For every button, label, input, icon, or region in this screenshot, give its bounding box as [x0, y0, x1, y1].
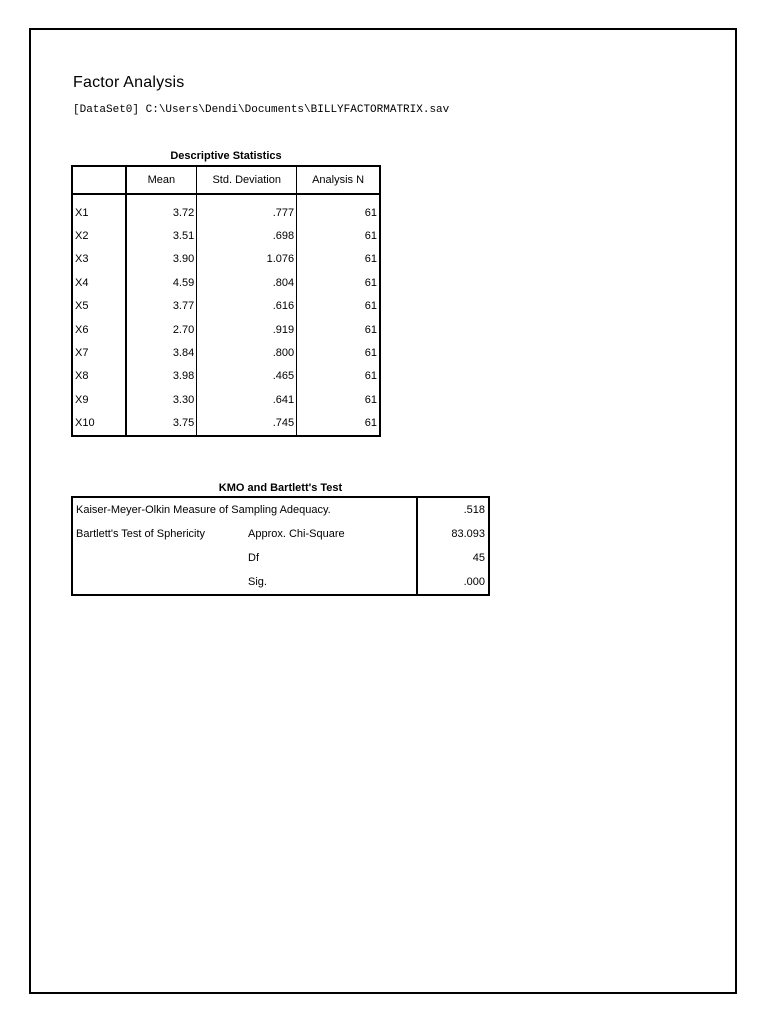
df-value: 45 [417, 546, 489, 570]
table-row [72, 248, 380, 271]
mean-cell: 3.75 [126, 412, 197, 436]
mean-cell: 3.30 [126, 388, 197, 411]
row-label: X5 [75, 300, 89, 313]
std-deviation-cell: 1.076 [197, 248, 297, 271]
header-mean: Mean [126, 166, 197, 194]
std-deviation-cell: .641 [197, 388, 297, 411]
row-label: X10 [75, 417, 95, 430]
table-row [72, 318, 380, 341]
row-label: X9 [75, 393, 89, 406]
mean-cell: 2.70 [126, 318, 197, 341]
analysis-n-cell: 61 [297, 248, 380, 271]
df-label: Df [248, 552, 259, 564]
std-deviation-cell: .804 [197, 271, 297, 294]
table-row [72, 194, 380, 224]
mean-cell: 3.90 [126, 248, 197, 271]
kmo-bartlett-table [71, 496, 490, 596]
std-deviation-cell: .919 [197, 318, 297, 341]
table-header-row [72, 166, 380, 194]
descriptive-statistics-caption: Descriptive Statistics [170, 150, 282, 162]
mean-cell: 3.72 [126, 194, 197, 224]
row-label: X2 [75, 230, 89, 243]
header-std-deviation: Std. Deviation [197, 166, 297, 194]
descriptive-statistics-table [71, 165, 381, 437]
table-row [72, 497, 489, 522]
table-row [72, 341, 380, 364]
table-row [72, 388, 380, 411]
analysis-n-cell: 61 [297, 295, 380, 318]
std-deviation-cell: .465 [197, 365, 297, 388]
mean-cell: 3.84 [126, 341, 197, 364]
analysis-n-cell: 61 [297, 224, 380, 247]
std-deviation-cell: .698 [197, 224, 297, 247]
analysis-n-cell: 61 [297, 341, 380, 364]
analysis-n-cell: 61 [297, 412, 380, 436]
analysis-n-cell: 61 [297, 365, 380, 388]
analysis-n-cell: 61 [297, 194, 380, 224]
table-row [72, 412, 380, 436]
sig-value: .000 [417, 570, 489, 595]
table-row [72, 546, 489, 570]
mean-cell: 3.51 [126, 224, 197, 247]
table-row [72, 570, 489, 595]
document-title: Factor Analysis [73, 74, 185, 91]
table-row [72, 365, 380, 388]
sig-label: Sig. [248, 576, 267, 588]
analysis-n-cell: 61 [297, 271, 380, 294]
mean-cell: 3.77 [126, 295, 197, 318]
std-deviation-cell: .616 [197, 295, 297, 318]
chi-square-value: 83.093 [417, 522, 489, 546]
dataset-path: [DataSet0] C:\Users\Dendi\Documents\BILLYFACTORMATRIX.sav [73, 104, 450, 116]
kmo-label: Kaiser-Meyer-Olkin Measure of Sampling Adequacy. [76, 504, 331, 516]
mean-cell: 4.59 [126, 271, 197, 294]
table-row [72, 295, 380, 318]
blank-cell [72, 546, 245, 570]
blank-cell [72, 570, 245, 595]
header-analysis-n: Analysis N [297, 166, 380, 194]
chi-square-label: Approx. Chi-Square [248, 528, 345, 540]
table-row [72, 522, 489, 546]
row-label: X6 [75, 323, 89, 336]
table-row [72, 271, 380, 294]
kmo-bartlett-caption: KMO and Bartlett's Test [218, 482, 343, 494]
bartlett-label: Bartlett's Test of Sphericity [76, 528, 206, 540]
row-label: X8 [75, 370, 89, 383]
header-blank [72, 166, 126, 194]
analysis-n-cell: 61 [297, 318, 380, 341]
row-label: X1 [75, 206, 89, 219]
mean-cell: 3.98 [126, 365, 197, 388]
row-label: X4 [75, 276, 89, 289]
std-deviation-cell: .745 [197, 412, 297, 436]
kmo-value: .518 [417, 497, 489, 522]
row-label: X7 [75, 347, 89, 360]
row-label: X3 [75, 253, 89, 266]
table-row [72, 224, 380, 247]
std-deviation-cell: .800 [197, 341, 297, 364]
std-deviation-cell: .777 [197, 194, 297, 224]
analysis-n-cell: 61 [297, 388, 380, 411]
